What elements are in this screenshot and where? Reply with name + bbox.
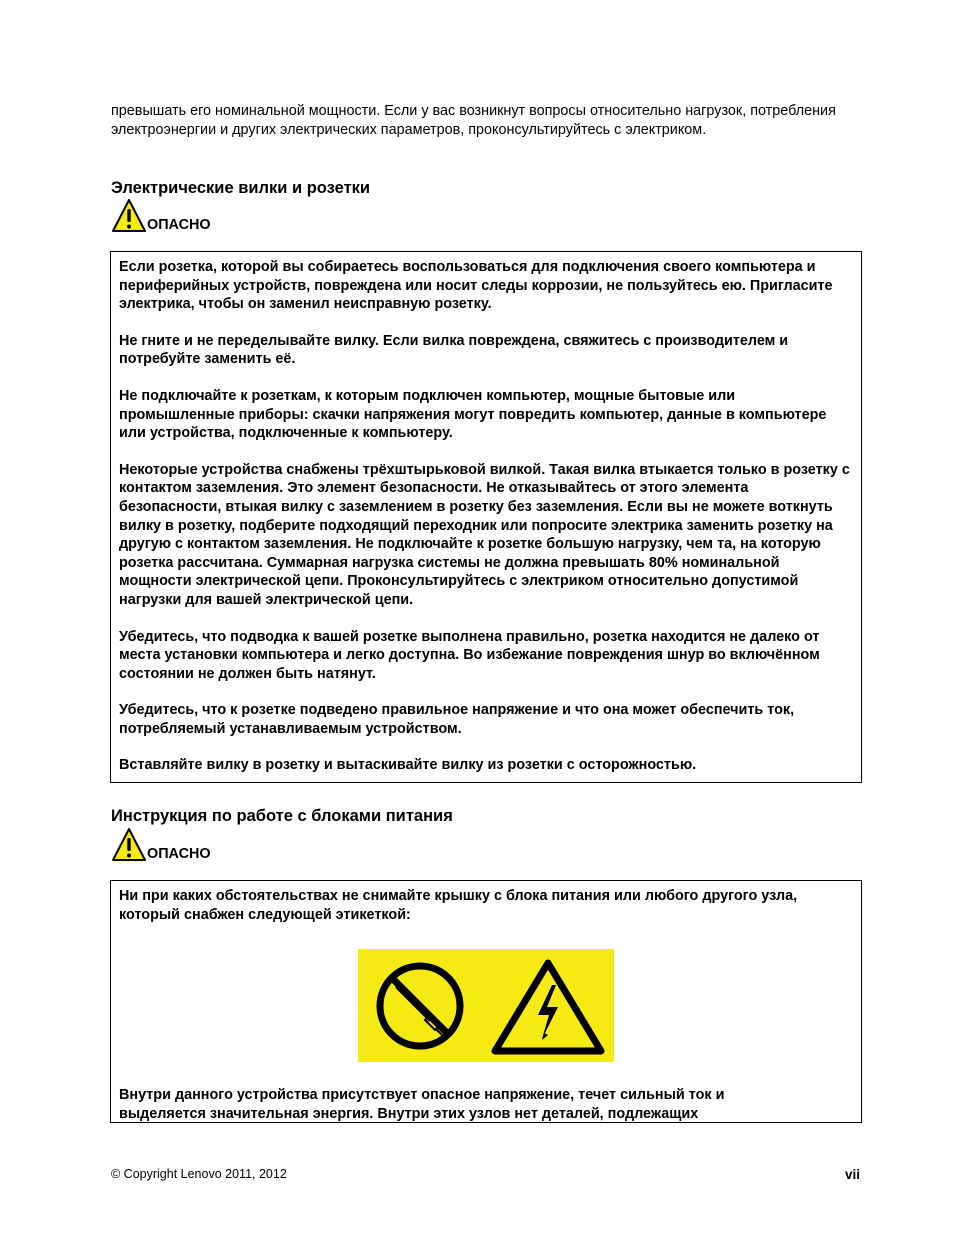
danger-notice-2 [111,827,211,863]
danger-label: ОПАСНО [147,846,211,862]
danger-paragraph: Убедитесь, что к розетке подведено правильное напряжение и что она может обеспечить ток, потребляемый устанавливаемым устройством. [119,702,795,737]
danger-paragraph: Внутри данного устройства присутствует опасное напряжение, течет сильный ток и выделяется значительная энергия. Внутри этих узлов нет деталей, подлежащих [119,1087,725,1122]
warning-triangle-icon [111,827,147,863]
danger-paragraph: Убедитесь, что подводка к вашей розетке выполнена правильно, розетка находится не далеко от места установки компьютера и легко доступна. Во избежание повреждения шнур во включённом состоянии не должен быть натянут. [119,628,820,682]
section-heading-power-supply: Инструкция по работе с блоками питания [111,807,453,825]
danger-notice-1 [111,198,211,234]
no-disassembly-icon [380,966,460,1046]
page-number: vii [844,1167,860,1182]
danger-paragraph: Некоторые устройства снабжены трёхштырьковой вилкой. Такая вилка втыкается только в розетку с контактом заземления. Это элемент безопасности. Не отказывайтесь от этого элемента безопасности, втыкая вилку с заземлением в розетку без заземления. Если вы не можете воткнуть вилку в розетку, подберите подходящий переходник или попросите электрика заменить розетку на другую с контактом заземления. Не подключайте к розетке большую нагрузку, чем та, на которую розетка рассчитана. Суммарная нагрузка системы не должна превышать 80% номинальной мощности электрической цепи. Проконсультируйтесь с электриком относительно допустимой нагрузки для вашей электрической цепи. [119,461,850,608]
hazard-label-icons [358,949,614,1062]
danger-box-plugs [110,251,862,783]
danger-box-power-supply [110,880,862,1123]
danger-paragraph: Ни при каких обстоятельствах не снимайте крышку с блока питания или любого другого узла, который снабжен следующей этикеткой: [119,888,798,923]
danger-paragraph: Вставляйте вилку в розетку и вытаскивайте вилку из розетки с осторожностью. [119,757,697,774]
danger-label: ОПАСНО [147,217,211,233]
intro-paragraph: превышать его номинальной мощности. Если у вас возникнут вопросы относительно нагрузок, потребления электроэнергии и других электрических параметров, проконсультируйтесь с электриком. [111,103,836,138]
hazard-label-image [358,949,614,1062]
copyright-footer: © Copyright Lenovo 2011, 2012 [111,1167,287,1181]
danger-paragraph: Не подключайте к розеткам, к которым подключен компьютер, мощные бытовые или промышленные приборы: скачки напряжения могут повредить компьютер, данные в компьютере или устройства, подключенные к компьютеру. [119,387,827,442]
danger-paragraph: Если розетка, которой вы собираетесь воспользоваться для подключения своего компьютера и периферийных устройств, повреждена или носит следы коррозии, не пользуйтесь ею. Пригласите электрика, чтобы он заменил неисправную розетку. [119,259,833,313]
section-heading-plugs: Электрические вилки и розетки [111,179,371,197]
warning-triangle-icon [111,198,147,234]
danger-paragraph: Не гните и не переделывайте вилку. Если вилка повреждена, свяжитесь с производителем и потребуйте заменить её. [119,332,789,368]
high-voltage-icon [495,963,601,1051]
